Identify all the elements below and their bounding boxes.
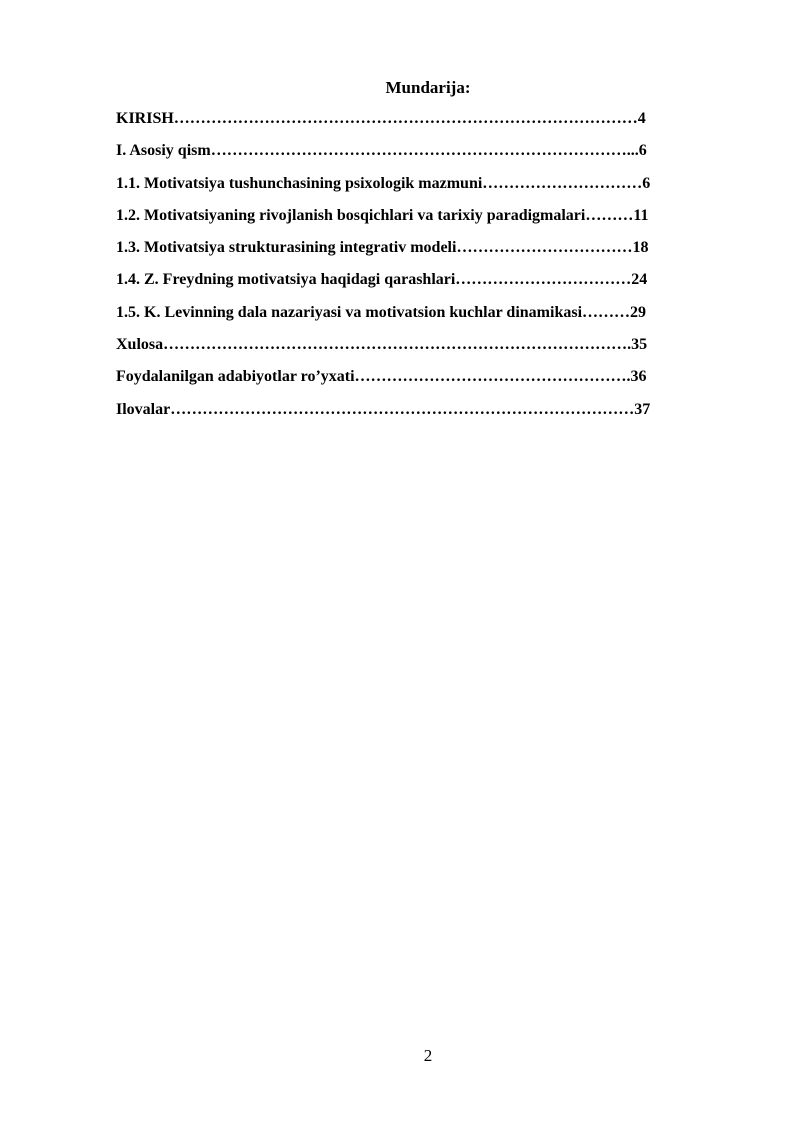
page-number: 2 (423, 1046, 433, 1065)
toc-entry-kirish: KIRISH……………………………………………………………………………4 (116, 110, 646, 127)
toc-entry-ilovalar: Ilovalar……………………………………………………………………………37 (116, 400, 651, 418)
toc-entry-asosiy-qism: I. Asosiy qism……………………………………………………………………...6 (116, 142, 647, 160)
toc-entry-adabiyotlar: Foydalanilgan adabiyotlar ro’yxati…………………………………………….36 (116, 368, 647, 386)
toc-entry-1-3: 1.3. Motivatsiya strukturasining integrativ modeli……………………………18 (116, 239, 649, 257)
toc-entry-1-5: 1.5. K. Levinning dala nazariyasi va motivatsion kuchlar dinamikasi………29 (116, 303, 647, 321)
toc-entry-xulosa: Xulosa…………………………………………………………………………….35 (116, 336, 648, 354)
table-of-contents (116, 108, 756, 431)
toc-entry-1-4: 1.4. Z. Freydning motivatsiya haqidagi qarashlari……………………………24 (116, 271, 648, 289)
toc-title: Mundarija: (385, 78, 471, 97)
toc-entry-1-2: 1.2. Motivatsiyaning rivojlanish bosqichlari va tarixiy paradigmalari………11 (116, 206, 649, 224)
toc-entry-1-1: 1.1. Motivatsiya tushunchasining psixologik mazmuni…………………………6 (116, 174, 651, 192)
